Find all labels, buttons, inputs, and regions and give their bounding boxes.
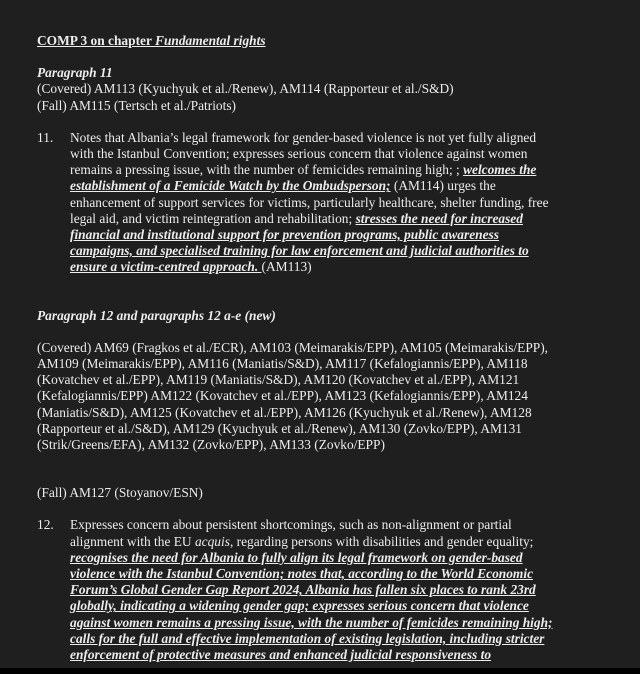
paragraph-11-body [70,130,559,276]
paragraph-11-number: 11. [37,129,54,145]
comp-title-emphasis: Fundamental rights [155,33,266,48]
comp-title [37,33,559,49]
paragraph-11-fall: (Fall) AM115 (Tertsch et al./Patriots) [37,97,237,113]
p12-text-1: Expresses concern about persistent shortcomings, such as non-alignment or partial alignment with the EU [70,517,512,549]
paragraph-11-covered: (Covered) AM113 (Kyuchyuk et al./Renew), AM114 (Rapporteur et al./S&D) [37,81,454,97]
p11-text-1: Notes that Albania’s legal framework for gender-based violence is not yet fully aligned with the Istanbul Convention; expresses serious concern that violence against women remains a pressing issue, with the number of femicides remaining high; ; [70,129,537,178]
p11-amendment-1: welcomes the establishment of a Femicide Watch by the Ombudsperson; [70,162,537,194]
document-page [37,33,559,663]
bottom-edge-bar [0,668,640,674]
paragraph-12-covered: (Covered) AM69 (Fragkos et al./ECR), AM103 (Meimarakis/EPP), AM105 (Meimarakis/EPP), AM109 (Meimarakis/EPP), AM116 (Maniatis/S&D), AM117 (Kefalogiannis/EPP), AM118 (Kovatchev et al./EPP), AM119 (Maniatis/S&D), AM120 (Kovatchev et al./EPP), AM121 (Kefalogiannis/EPP) AM122 (Kovatchev et al./EPP), AM123 (Kefalogiannis/EPP), AM124 (Maniatis/S&D), AM125 (Kovatchev et al./EPP), AM126 (Kyuchyuk et al./Renew), AM128 (Rapporteur et al./S&D), AM129 (Kyuchyuk et al./Renew), AM130 (Zovko/EPP), AM131 (Strik/Greens/EFA), AM132 (Zovko/EPP), AM133 (Zovko/EPP) [37,339,549,453]
paragraph-11-text [37,130,559,276]
p12-acquis: acquis [194,533,230,549]
paragraph-12-body [70,517,559,663]
comp-title-prefix: COMP 3 on chapter [37,33,156,48]
paragraph-12-text [37,517,559,663]
p12-text-2: , regarding persons with disabilities and gender equality; [229,533,534,549]
p11-text-3: (AM113) [261,259,312,275]
paragraph-12-number: 12. [37,517,54,533]
p11-text-2: (AM114) urges the enhancement of support services for victims, particularly healthcare, shelter funding, free legal aid, and victim reintegration and rehabilitation; [70,178,549,226]
paragraph-12-fall: (Fall) AM127 (Stoyanov/ESN) [37,485,203,501]
p12-amendment-1: recognises the need for Albania to fully align its legal framework on gender-based violence with the Istanbul Convention; notes that, according to the World Economic Forum’s Global Gender Gap Report 2024, Albania has fallen six places to rank 23rd globally, indicating a widening gender gap; expresses serious concern that violence against women remains a pressing issue, with the number of femicides remaining high; calls for the full and effective implementation of existing legislation, including stricter enforcement of protective measures and enhanced judicial responsiveness to [70,549,553,663]
p11-amendment-2: stresses the need for increased financial and institutional support for prevention programs, public awareness campaigns, and specialised training for law enforcement and judicial authorities to ensure a victim-centred approach. [70,210,529,275]
paragraph-12-heading: Paragraph 12 and paragraphs 12 a-e (new) [37,307,276,323]
paragraph-11-heading: Paragraph 11 [37,65,113,81]
